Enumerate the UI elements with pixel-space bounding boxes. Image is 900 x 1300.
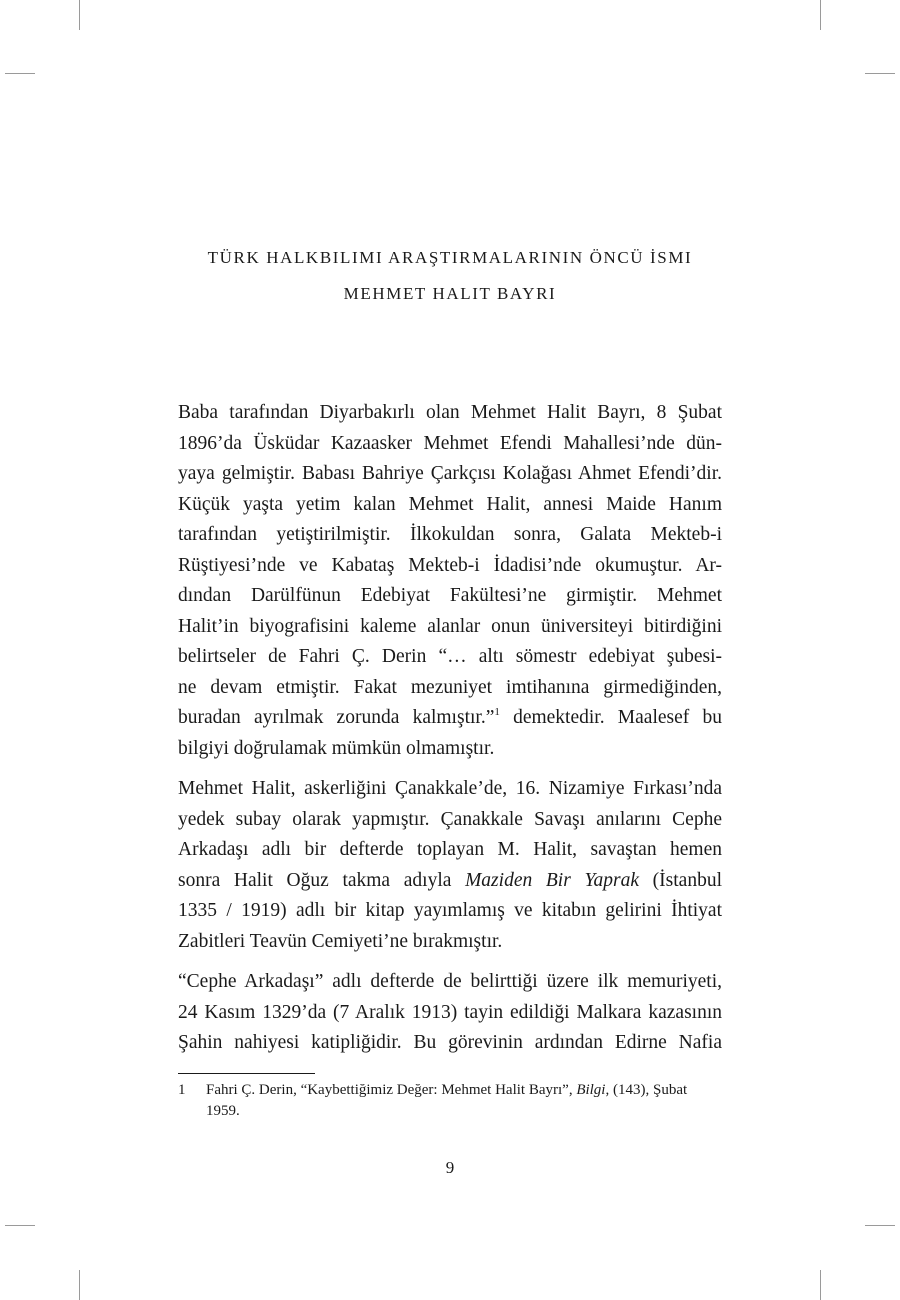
text-line: Arkadaşı adlı bir defterde toplayan M. Halit, savaştan hemen	[178, 839, 722, 860]
text-run: buradan ayrılmak zorunda kalmıştır.”	[178, 707, 495, 728]
crop-mark-left-top	[5, 73, 35, 74]
crop-mark-bottom-left	[79, 1270, 80, 1300]
text-run: demektedir. Maalesef bu	[499, 707, 722, 728]
text-line: 1335 / 1919) adlı bir kitap yayımlamış ve kitabın gelirini İhtiyat	[178, 900, 722, 921]
footnote-line	[206, 1080, 722, 1101]
text-line: Rüştiyesi’nde ve Kabataş Mekteb-i İdadisi’nde okumuştur. Ar-	[178, 554, 722, 576]
text-line: ne devam etmiştir. Fakat mezuniyet imtihanına girmediğinden,	[178, 676, 722, 698]
footnote-number: 1	[178, 1082, 186, 1098]
text-line: tarafından yetiştirilmiştir. İlkokuldan sonra, Galata Mekteb-i	[178, 524, 722, 545]
crop-mark-bottom-right	[820, 1270, 821, 1300]
paragraph-3	[178, 967, 722, 1059]
text-line	[178, 703, 722, 734]
crop-mark-top-left	[79, 0, 80, 30]
page-number: 9	[445, 1158, 455, 1177]
paragraph-1	[178, 398, 722, 764]
text-line: 1896’da Üsküdar Kazaasker Mehmet Efendi Mahallesi’nde dün-	[178, 432, 722, 454]
crop-mark-left-bottom	[5, 1225, 35, 1226]
text-run: Fahri Ç. Derin, “Kaybettiğimiz Değer: Mehmet Halit Bayrı”,	[206, 1082, 577, 1098]
crop-mark-right-bottom	[865, 1225, 895, 1226]
footnote-text	[206, 1080, 722, 1122]
book-title: Maziden Bir Yaprak	[465, 869, 640, 891]
paragraph-2	[178, 774, 722, 957]
text-line: yedek subay olarak yapmıştır. Çanakkale Savaşı anılarını Cephe	[178, 808, 722, 830]
text-line: bilgiyi doğrulamak mümkün olmamıştır.	[178, 737, 495, 759]
body-text	[178, 398, 722, 1069]
text-line: dından Darülfünun Edebiyat Fakültesi’ne girmiştir. Mehmet	[178, 585, 722, 606]
text-line: yaya gelmiştir. Babası Bahriye Çarkçısı Kolağası Ahmet Efendi’dir.	[178, 463, 722, 484]
text-line: 24 Kasım 1329’da (7 Aralık 1913) tayin edildiği Malkara kazasının	[178, 1001, 722, 1023]
footnote-line: 1959.	[206, 1103, 240, 1119]
footnote	[178, 1080, 722, 1122]
text-line: Küçük yaşta yetim kalan Mehmet Halit, annesi Maide Hanım	[178, 493, 722, 515]
text-line	[178, 866, 722, 897]
chapter-title-line-2: MEHMET HALIT BAYRI	[343, 284, 557, 303]
text-line: Baba tarafından Diyarbakırlı olan Mehmet Halit Bayrı, 8 Şubat	[178, 402, 722, 423]
text-run: sonra Halit Oğuz takma adıyla	[178, 869, 466, 891]
text-line: Halit’in biyografisini kaleme alanlar onun üniversiteyi bitirdiğini	[178, 615, 722, 637]
crop-mark-right-top	[865, 73, 895, 74]
footnote-reference: 1	[494, 706, 500, 718]
text-run: , (143), Şubat	[605, 1082, 688, 1098]
text-line: Zabitleri Teavün Cemiyeti’ne bırakmıştır.	[178, 930, 503, 952]
journal-title: Bilgi	[576, 1082, 606, 1098]
text-line: Şahin nahiyesi katipliğidir. Bu görevinin ardından Edirne Nafia	[178, 1032, 722, 1053]
crop-mark-top-right	[820, 0, 821, 30]
footnote-separator	[178, 1073, 315, 1074]
chapter-title-line-1: TÜRK HALKBILIMI ARAŞTIRMALARININ ÖNCÜ İSMI	[207, 248, 693, 267]
text-line: belirtseler de Fahri Ç. Derin “… altı sömestr edebiyat şubesi-	[178, 646, 722, 667]
text-line: Mehmet Halit, askerliğini Çanakkale’de, 16. Nizamiye Fırkası’nda	[178, 778, 722, 799]
text-run: (İstanbul	[639, 869, 722, 891]
text-line: “Cephe Arkadaşı” adlı defterde de belirttiği üzere ilk memuriyeti,	[178, 971, 722, 992]
